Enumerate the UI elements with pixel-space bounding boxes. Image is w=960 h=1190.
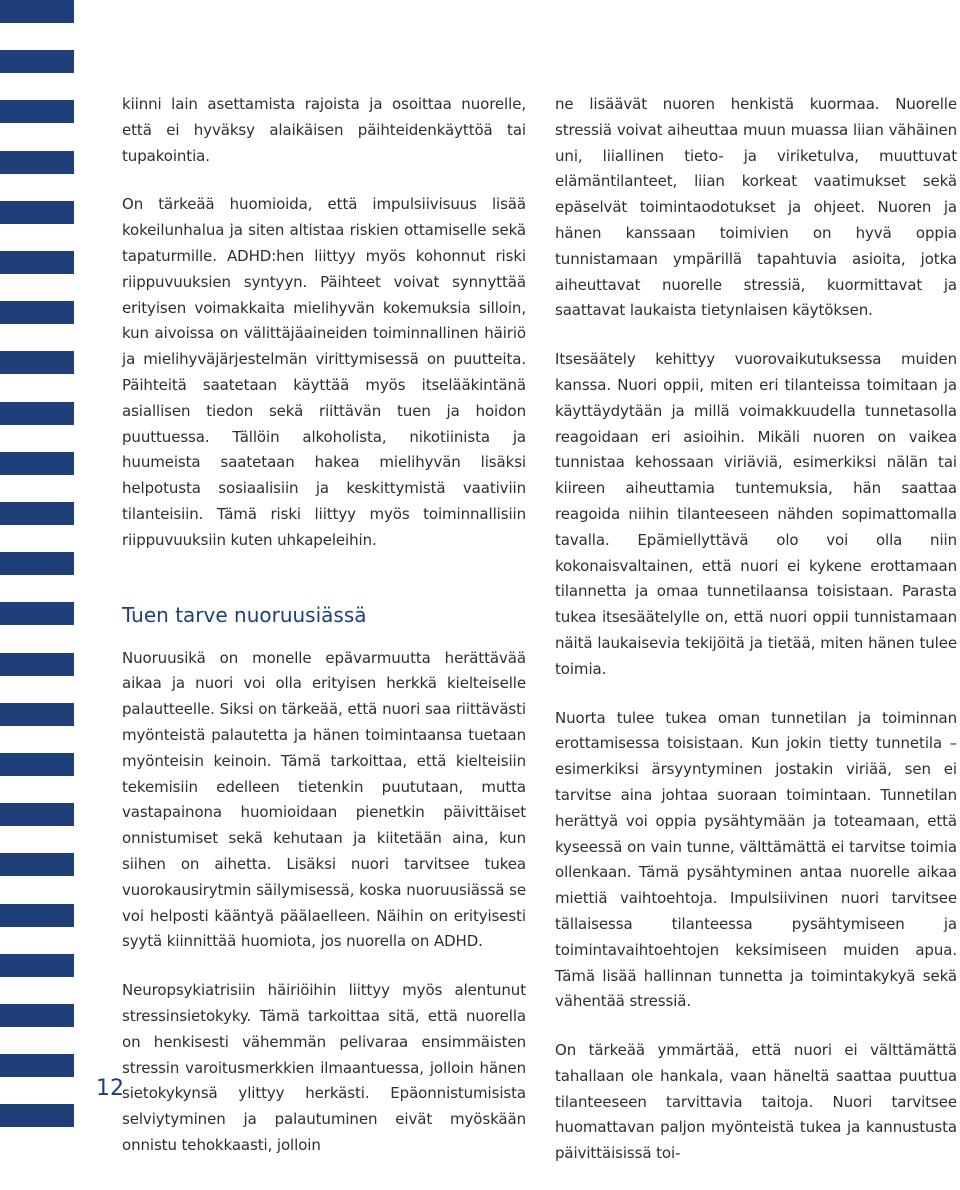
paragraph: Neuropsykiatrisiin häiriöihin liittyy myös alentunut stressinsietokyky. Tämä tarkoittaa sitä, että nuorella on henkisesti vähemmän pelivaraa ensimmäisten stressin varoitusmerkkien ilmaantuessa, jolloin hänen sietokykynsä ylittyy herkästi. Epäonnistumisista selviytyminen ja palautuminen eivät myöskään onnistu tehokkaasti, jolloin [122,981,526,1154]
stripe-decoration [0,703,74,726]
stripe-decoration [0,201,74,224]
section-heading: Tuen tarve nuoruusiässä [122,602,367,627]
paragraph: On tärkeää huomioida, että impulsiivisuus lisää kokeilunhalua ja siten altistaa riskien ottamiselle sekä tapaturmille. ADHD:hen liittyy myös kohonnut riski riippuvuuksien syntyyn. Päihteet voivat synnyttää erityisen voimakkaita mielihyvän kokemuksia silloin, kun aivoissa on välittäjäaineiden toiminnallinen häiriö ja mielihyväjärjestelmän virittymisessä on puutteita. Päihteitä saatetaan käyttää myös itselääkintänä asiallisen tiedon sekä riittävän tuen ja hoidon puuttuessa. Tällöin alkoholista, nikotiinista ja huumeista saatetaan hakea mielihyvän lisäksi helpotusta sosiaalisiin ja keskittymistä vaativiin tilanteisiin. Tämä riski liittyy myös toiminnallisiin riippuvuuksiin kuten uhkapeleihin. [122,195,526,549]
stripe-decoration [0,502,74,525]
left-text-column [122,92,526,1182]
stripe-decoration [0,301,74,324]
stripe-decoration [0,853,74,876]
paragraph: Itsesäätely kehittyy vuorovaikutuksessa muiden kanssa. Nuori oppii, miten eri tilanteissa toimitaan ja käyttäydytään ja millä voimakkuudella tunnetasolla reagoidaan eri asioihin. Mikäli nuoren on vaikea tunnistaa kehossaan viriäviä, esimerkiksi nälän tai kiireen aiheuttamia tuntemuksia, hän saattaa reagoida niihin tilanteeseen nähden sopimattomalla tavalla. Epämiellyttävä olo voi olla niin kokonaisvaltainen, että nuori ei kykene erottamaan tilannetta ja omaa tunnetilaansa toisistaan. Parasta tukea itsesäätelylle on, että nuori oppii tunnistamaan näitä laukaisevia tekijöitä ja tietää, miten hänen tulee toimia. [555,350,957,678]
stripe-decoration [0,954,74,977]
stripe-decoration [0,0,74,23]
paragraph: On tärkeää ymmärtää, että nuori ei välttämättä tahallaan ole hankala, vaan häneltä saattaa puuttua tilanteeseen tarvittavia taitoja. Nuori tarvitsee huomattavan paljon myönteistä tukea ja kannustusta päivittäisissä toi- [555,1041,957,1163]
right-text-column [555,92,957,1190]
stripe-decoration [0,351,74,374]
stripe-decoration [0,50,74,73]
stripe-decoration [0,251,74,274]
paragraph: kiinni lain asettamista rajoista ja osoittaa nuorelle, että ei hyväksy alaikäisen päihteidenkäyttöä tai tupakointia. [122,95,526,165]
stripe-decoration [0,653,74,676]
paragraph: Nuorta tulee tukea oman tunnetilan ja toiminnan erottamisessa toisistaan. Kun jokin tietty tunnetila – esimerkiksi ärsyyntyminen jostakin viriää, sen ei tarvitse aina johtaa suoraan toimintaan. Tunnetilan herättyä voi oppia pysähtymään ja toteamaan, että kyseessä on vain tunne, välttämättä ei tarvitse toimia ollenkaan. Tämä pysähtyminen antaa nuorelle aikaa miettiä vaihtoehtoja. Impulsiivinen nuori tarvitsee tällaisessa tilanteessa pysähtymiseen ja toimintavaihtoehtojen keksimiseen muiden apua. Tämä lisää hallinnan tunnetta ja toimintakykyä sekä vähentää stressiä. [555,708,957,1011]
paragraph: ne lisäävät nuoren henkistä kuormaa. Nuorelle stressiä voivat aiheuttaa muun muassa liian vähäinen uni, liiallinen tieto- ja viriketulva, muuttuvat elämäntilanteet, liian korkeat vaatimukset sekä epäselvät toimintaodotukset ja ohjeet. Nuoren ja hänen kanssaan toimivien on hyvä oppia tunnistamaan ympärillä tapahtuvia asioita, jotka aiheuttavat nuorelle stressiä, kuormittavat ja saattavat laukaista tietynlaisen käytöksen. [555,95,957,320]
paragraph: Nuoruusikä on monelle epävarmuutta herättävää aikaa ja nuori voi olla erityisen herkkä kielteiselle palautteelle. Siksi on tärkeää, että nuori saa riittävästi myönteistä palautetta ja hänen toimintaansa tuetaan myönteisin keinoin. Tämä tarkoittaa, että kielteisiin tekemisiin edelleen tietenkin puututaan, mutta vastapainona huomioidaan pienetkin päivittäiset onnistumiset sekä kehutaan ja kiitetään aina, kun siihen on aihetta. Lisäksi nuori tarvitsee tukea vuorokausirytmin säilymisessä, koska nuoruusiässä se voi helposti kääntyä päälaelleen. Näihin on erityisesti syytä kiinnittää huomiota, jos nuorella on ADHD. [122,648,526,951]
stripe-decoration [0,1004,74,1027]
stripe-decoration [0,1054,74,1077]
stripe-decoration [0,151,74,174]
stripe-decoration [0,552,74,575]
stripe-decoration [0,452,74,475]
decorative-stripes [0,0,74,1128]
stripe-decoration [0,753,74,776]
stripe-decoration [0,602,74,625]
stripe-decoration [0,1104,74,1127]
stripe-decoration [0,402,74,425]
stripe-decoration [0,904,74,927]
stripe-decoration [0,100,74,123]
stripe-decoration [0,803,74,826]
page-number: 12 [96,1076,124,1101]
